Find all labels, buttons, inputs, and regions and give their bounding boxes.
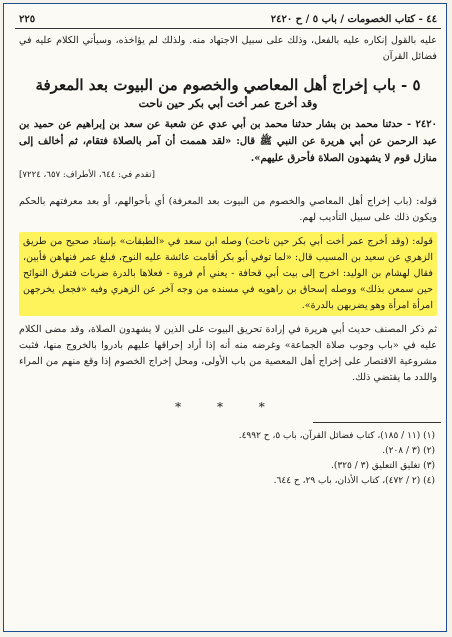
footnote-item: (١) (١١ / ١٨٥)، كتاب فضائل القرآن، باب ٥، ح ٤٩٩٢.: [238, 431, 435, 441]
intro-paragraph: عليه بالقول إنكاره عليه بالفعل، وذلك على سبيل الاجتهاد منه. ولذلك لم يؤاخذه، وسيأتي الكلام عليه في فضائل القرآن: [19, 35, 437, 62]
footnote-item: (٣) تغليق التعليق (٣ / ٣٢٥).: [330, 461, 435, 471]
highlighted-passage: [19, 232, 437, 316]
highlighted-text: قوله: (وقد أخرج عمر أخت أبي بكر حين ناحت) وصله ابن سعد في «الطبقات» بإسناد صحيح من طريق الزهري عن سعيد بن المسيب قال: «لما توفي أبو بكر أقامت عائشة عليه النوح، فبلغ عمر فنهاهن فأبين، فقال لهشام بن الوليد: اخرج إلى بيت أبي قحافة - يعني أم فروة - فعلاها بالدرة ضربات فتفرق النوائح حين سمعن بذلك» ووصله إسحاق بن راهويه في مسنده من وجه آخر عن الزهري وفيه «فجعل يخرجهن امرأة امرأة وهو يضربهن بالدرة».: [23, 236, 433, 311]
hadith-text: ٢٤٢٠ - حدثنا محمد بن بشار حدثنا محمد بن أبي عدي عن شعبة عن سعد بن إبراهيم عن حميد بن عبد الرحمن عن أبي هريرة عن النبي ﷺ قال: «لقد هممت أن آمر بالصلاة فتقام، ثم أخالف إلى منازل قوم لا يشهدون الصلاة فأحرق عليهم».: [19, 119, 437, 164]
page-frame: [3, 3, 447, 632]
commentary-paragraph-1: قوله: (باب إخراج أهل المعاصي والخصوم من البيوت بعد المعرفة) أي بأحوالهم، أو بعد معرفتهم بالحكم ويكون ذلك على سبيل التأديب لهم.: [19, 196, 437, 223]
page-number: ٢٢٥: [19, 14, 36, 25]
running-header: [15, 14, 441, 29]
chapter-subtitle: وقد أخرج عمر أخت أبي بكر حين ناحت: [138, 97, 318, 110]
hadith-references: [تقدم في: ٦٤٤، الأطراف: ٦٥٧، ٧٢٢٤]: [19, 170, 155, 180]
section-ornament: * * *: [175, 400, 281, 414]
header-title: ٤٤ - كتاب الخصومات / باب ٥ / ح ٢٤٢٠: [270, 14, 437, 25]
footnote-item: (٢) (٣ / ٢٠٨).: [382, 446, 435, 456]
chapter-title: ٥ - باب إخراج أهل المعاصي والخصوم من البيوت بعد المعرفة: [35, 76, 421, 94]
footnote-item: (٤) (٢ / ٤٧٢)، كتاب الأذان، باب ٢٩، ح ٦٤٤.: [273, 476, 435, 486]
book-page: [15, 14, 441, 626]
footnote-separator: [313, 422, 441, 423]
commentary-paragraph-2: ثم ذكر المصنف حديث أبي هريرة في إرادة تحريق البيوت على الذين لا يشهدون الصلاة، وقد مضى الكلام عليه في «باب وجوب صلاة الجماعة» وغرضه منه أنه إذا أراد إحراقها عليهم بادروا بالخروج منها، فثبت مشروعية الاقتصار على إخراج أهل المعصية من باب الأولى، ومحل إخراج الخصوم إذا وقع منهم من المراء واللدد ما يقتضي ذلك.: [19, 324, 437, 383]
footnotes: [21, 429, 435, 489]
